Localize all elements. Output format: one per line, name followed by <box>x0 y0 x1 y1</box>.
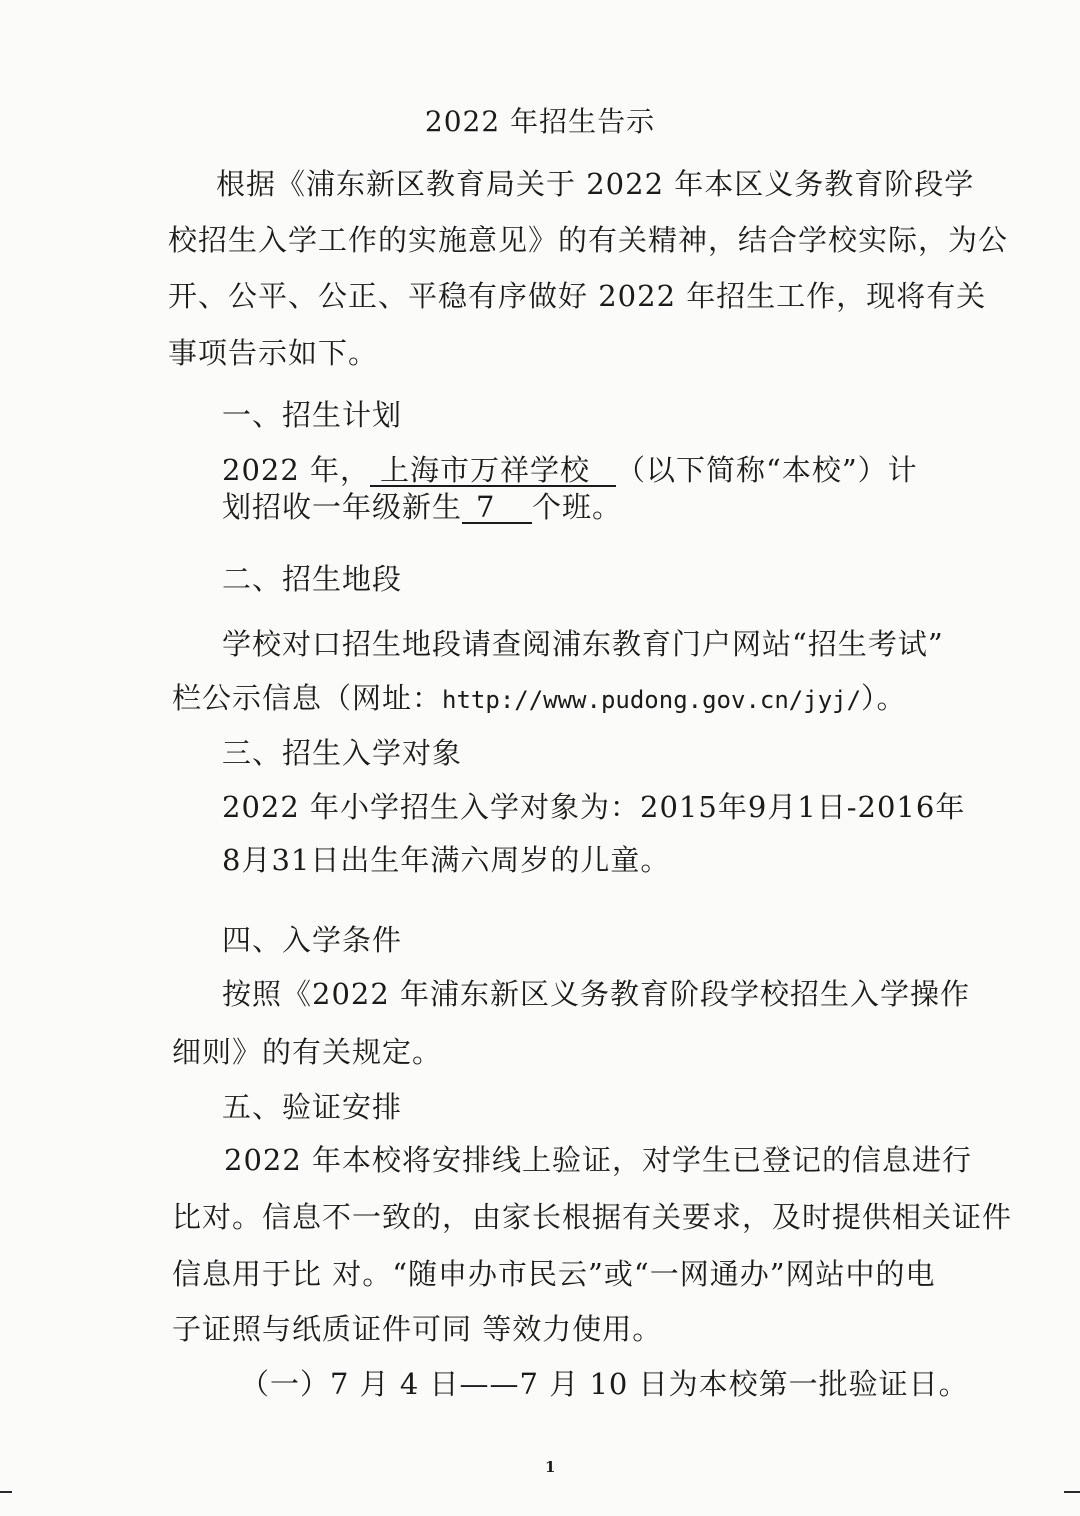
section5-line-3: 信息用于比 对。“随申办市民云”或“一网通办”网站中的电 <box>172 1257 936 1291</box>
intro-line-2: 校招生入学工作的实施意见》的有关精神，结合学校实际，为公 <box>168 223 1009 257</box>
section5-heading: 五、验证安排 <box>222 1090 403 1124</box>
intro-line-1: 根据《浦东新区教育局关于 2022 年本区义务教育阶段学 <box>216 167 975 201</box>
section1-line-1 <box>222 455 918 487</box>
page-number: 1 <box>545 1458 556 1476</box>
section2-line2-pre: 栏公示信息（网址： <box>172 681 443 715</box>
scan-edge-mark-left <box>0 1491 12 1493</box>
section1-line2-post: 个班。 <box>532 490 623 524</box>
section4-line-2: 细则》的有关规定。 <box>172 1035 443 1069</box>
section5-line-1: 2022 年本校将安排线上验证，对学生已登记的信息进行 <box>224 1143 973 1177</box>
intro-line-4: 事项告示如下。 <box>168 336 379 370</box>
section5-line-4: 子证照与纸质证件可同 等效力使用。 <box>172 1312 663 1346</box>
scan-edge-mark-right <box>1064 1491 1080 1493</box>
document-title: 2022 年招生告示 <box>424 105 656 138</box>
intro-line-3: 开、公平、公正、平稳有序做好 2022 年招生工作，现将有关 <box>168 279 987 313</box>
section1-post: （以下简称“本校”）计 <box>616 453 918 487</box>
section2-heading: 二、招生地段 <box>222 562 403 596</box>
section2-line2-post: ）。 <box>861 681 907 715</box>
section2-line-1: 学校对口招生地段请查阅浦东教育门户网站“招生考试” <box>222 627 944 661</box>
section1-pre: 2022 年， <box>222 453 371 487</box>
section5-item-1: （一）7 月 4 日——7 月 10 日为本校第一批验证日。 <box>240 1367 969 1401</box>
section1-heading: 一、招生计划 <box>222 398 403 432</box>
section3-line-1: 2022 年小学招生入学对象为：2015年9月1日-2016年 <box>222 790 966 824</box>
section2-line-2 <box>172 681 907 715</box>
class-count-field: 7 <box>462 492 532 524</box>
section3-line-2: 8月31日出生年满六周岁的儿童。 <box>222 843 671 877</box>
section3-heading: 三、招生入学对象 <box>222 736 463 770</box>
section1-line2-pre: 划招收一年级新生 <box>222 490 463 524</box>
section5-line-2: 比对。信息不一致的，由家长根据有关要求，及时提供相关证件 <box>172 1200 1013 1234</box>
section4-heading: 四、入学条件 <box>222 923 403 957</box>
section1-line-2 <box>222 492 622 524</box>
school-name-field: 上海市万祥学校 <box>370 455 616 487</box>
section4-line-1: 按照《2022 年浦东新区义务教育阶段学校招生入学操作 <box>222 977 971 1011</box>
portal-url: http://www.pudong.gov.cn/jyj/ <box>442 686 862 714</box>
